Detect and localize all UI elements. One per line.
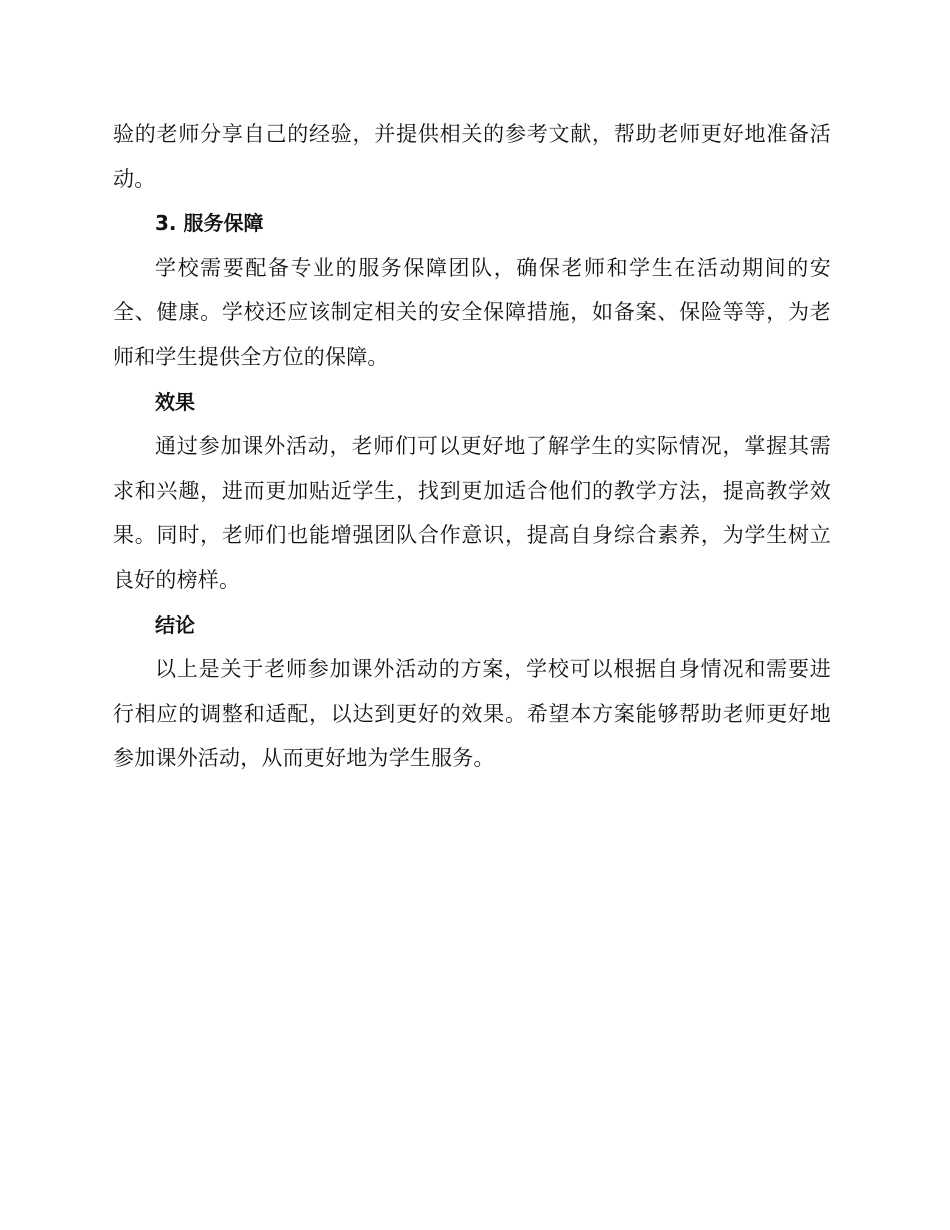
document-body <box>113 112 831 781</box>
heading-service-guarantee: 3. 服务保障 <box>155 211 264 236</box>
paragraph-continuation: 验的老师分享自己的经验，并提供相关的参考文献，帮助老师更好地准备活动。 <box>113 122 831 191</box>
paragraph-conclusion: 以上是关于老师参加课外活动的方案，学校可以根据自身情况和需要进行相应的调整和适配，以达到更好的效果。希望本方案能够帮助老师更好地参加课外活动，从而更好地为学生服务。 <box>113 657 831 771</box>
heading-effect: 效果 <box>155 389 195 414</box>
paragraph-service-guarantee: 学校需要配备专业的服务保障团队，确保老师和学生在活动期间的安全、健康。学校还应该制定相关的安全保障措施，如备案、保险等等，为老师和学生提供全方位的保障。 <box>113 255 831 369</box>
paragraph-effect: 通过参加课外活动，老师们可以更好地了解学生的实际情况，掌握其需求和兴趣，进而更加贴近学生，找到更加适合他们的教学方法，提高教学效果。同时，老师们也能增强团队合作意识，提高自身综合素养，为学生树立良好的榜样。 <box>113 434 831 592</box>
heading-conclusion: 结论 <box>155 612 195 637</box>
